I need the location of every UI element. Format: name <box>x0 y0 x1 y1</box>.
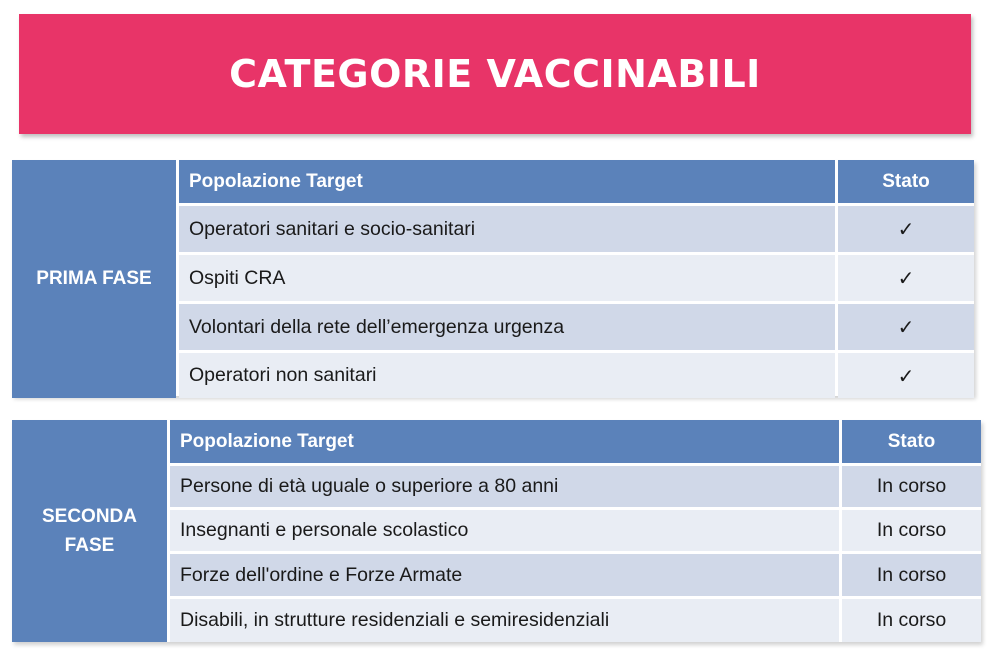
check-icon <box>838 255 974 301</box>
table-row-target: Operatori sanitari e socio-sanitari <box>179 206 835 252</box>
row-stato: In corso <box>842 554 981 596</box>
title-banner <box>19 14 971 134</box>
check-icon <box>838 304 974 350</box>
header-stato: Stato <box>842 420 981 463</box>
row-stato: In corso <box>842 599 981 642</box>
table-row-target: Persone di età uguale o superiore a 80 anni <box>170 466 839 507</box>
row-stato: ✓ <box>897 217 915 241</box>
check-icon <box>838 353 974 398</box>
table-row-target: Forze dell'ordine e Forze Armate <box>170 554 839 596</box>
row-stato: ✓ <box>897 315 915 339</box>
slide-title: CATEGORIE VACCINABILI <box>229 52 761 96</box>
header-stato: Stato <box>838 160 974 203</box>
check-icon <box>838 206 974 252</box>
row-stato: In corso <box>842 510 981 551</box>
row-stato: ✓ <box>897 363 915 388</box>
row-stato: In corso <box>842 466 981 507</box>
table-row-target: Disabili, in strutture residenziali e semiresidenziali <box>170 599 839 642</box>
seconda-fase-label: SECONDA FASE <box>12 420 167 642</box>
prima-fase-label: PRIMA FASE <box>12 160 176 398</box>
table-row-target: Insegnanti e personale scolastico <box>170 510 839 551</box>
prima-fase-table <box>12 160 974 396</box>
header-popolazione-target: Popolazione Target <box>170 420 839 463</box>
table-row-target: Ospiti CRA <box>179 255 835 301</box>
seconda-fase-table <box>12 420 981 642</box>
table-row-target: Volontari della rete dell’emergenza urgenza <box>179 304 835 350</box>
row-stato: ✓ <box>897 266 915 290</box>
table-row-target: Operatori non sanitari <box>179 353 835 398</box>
header-popolazione-target: Popolazione Target <box>179 160 835 203</box>
